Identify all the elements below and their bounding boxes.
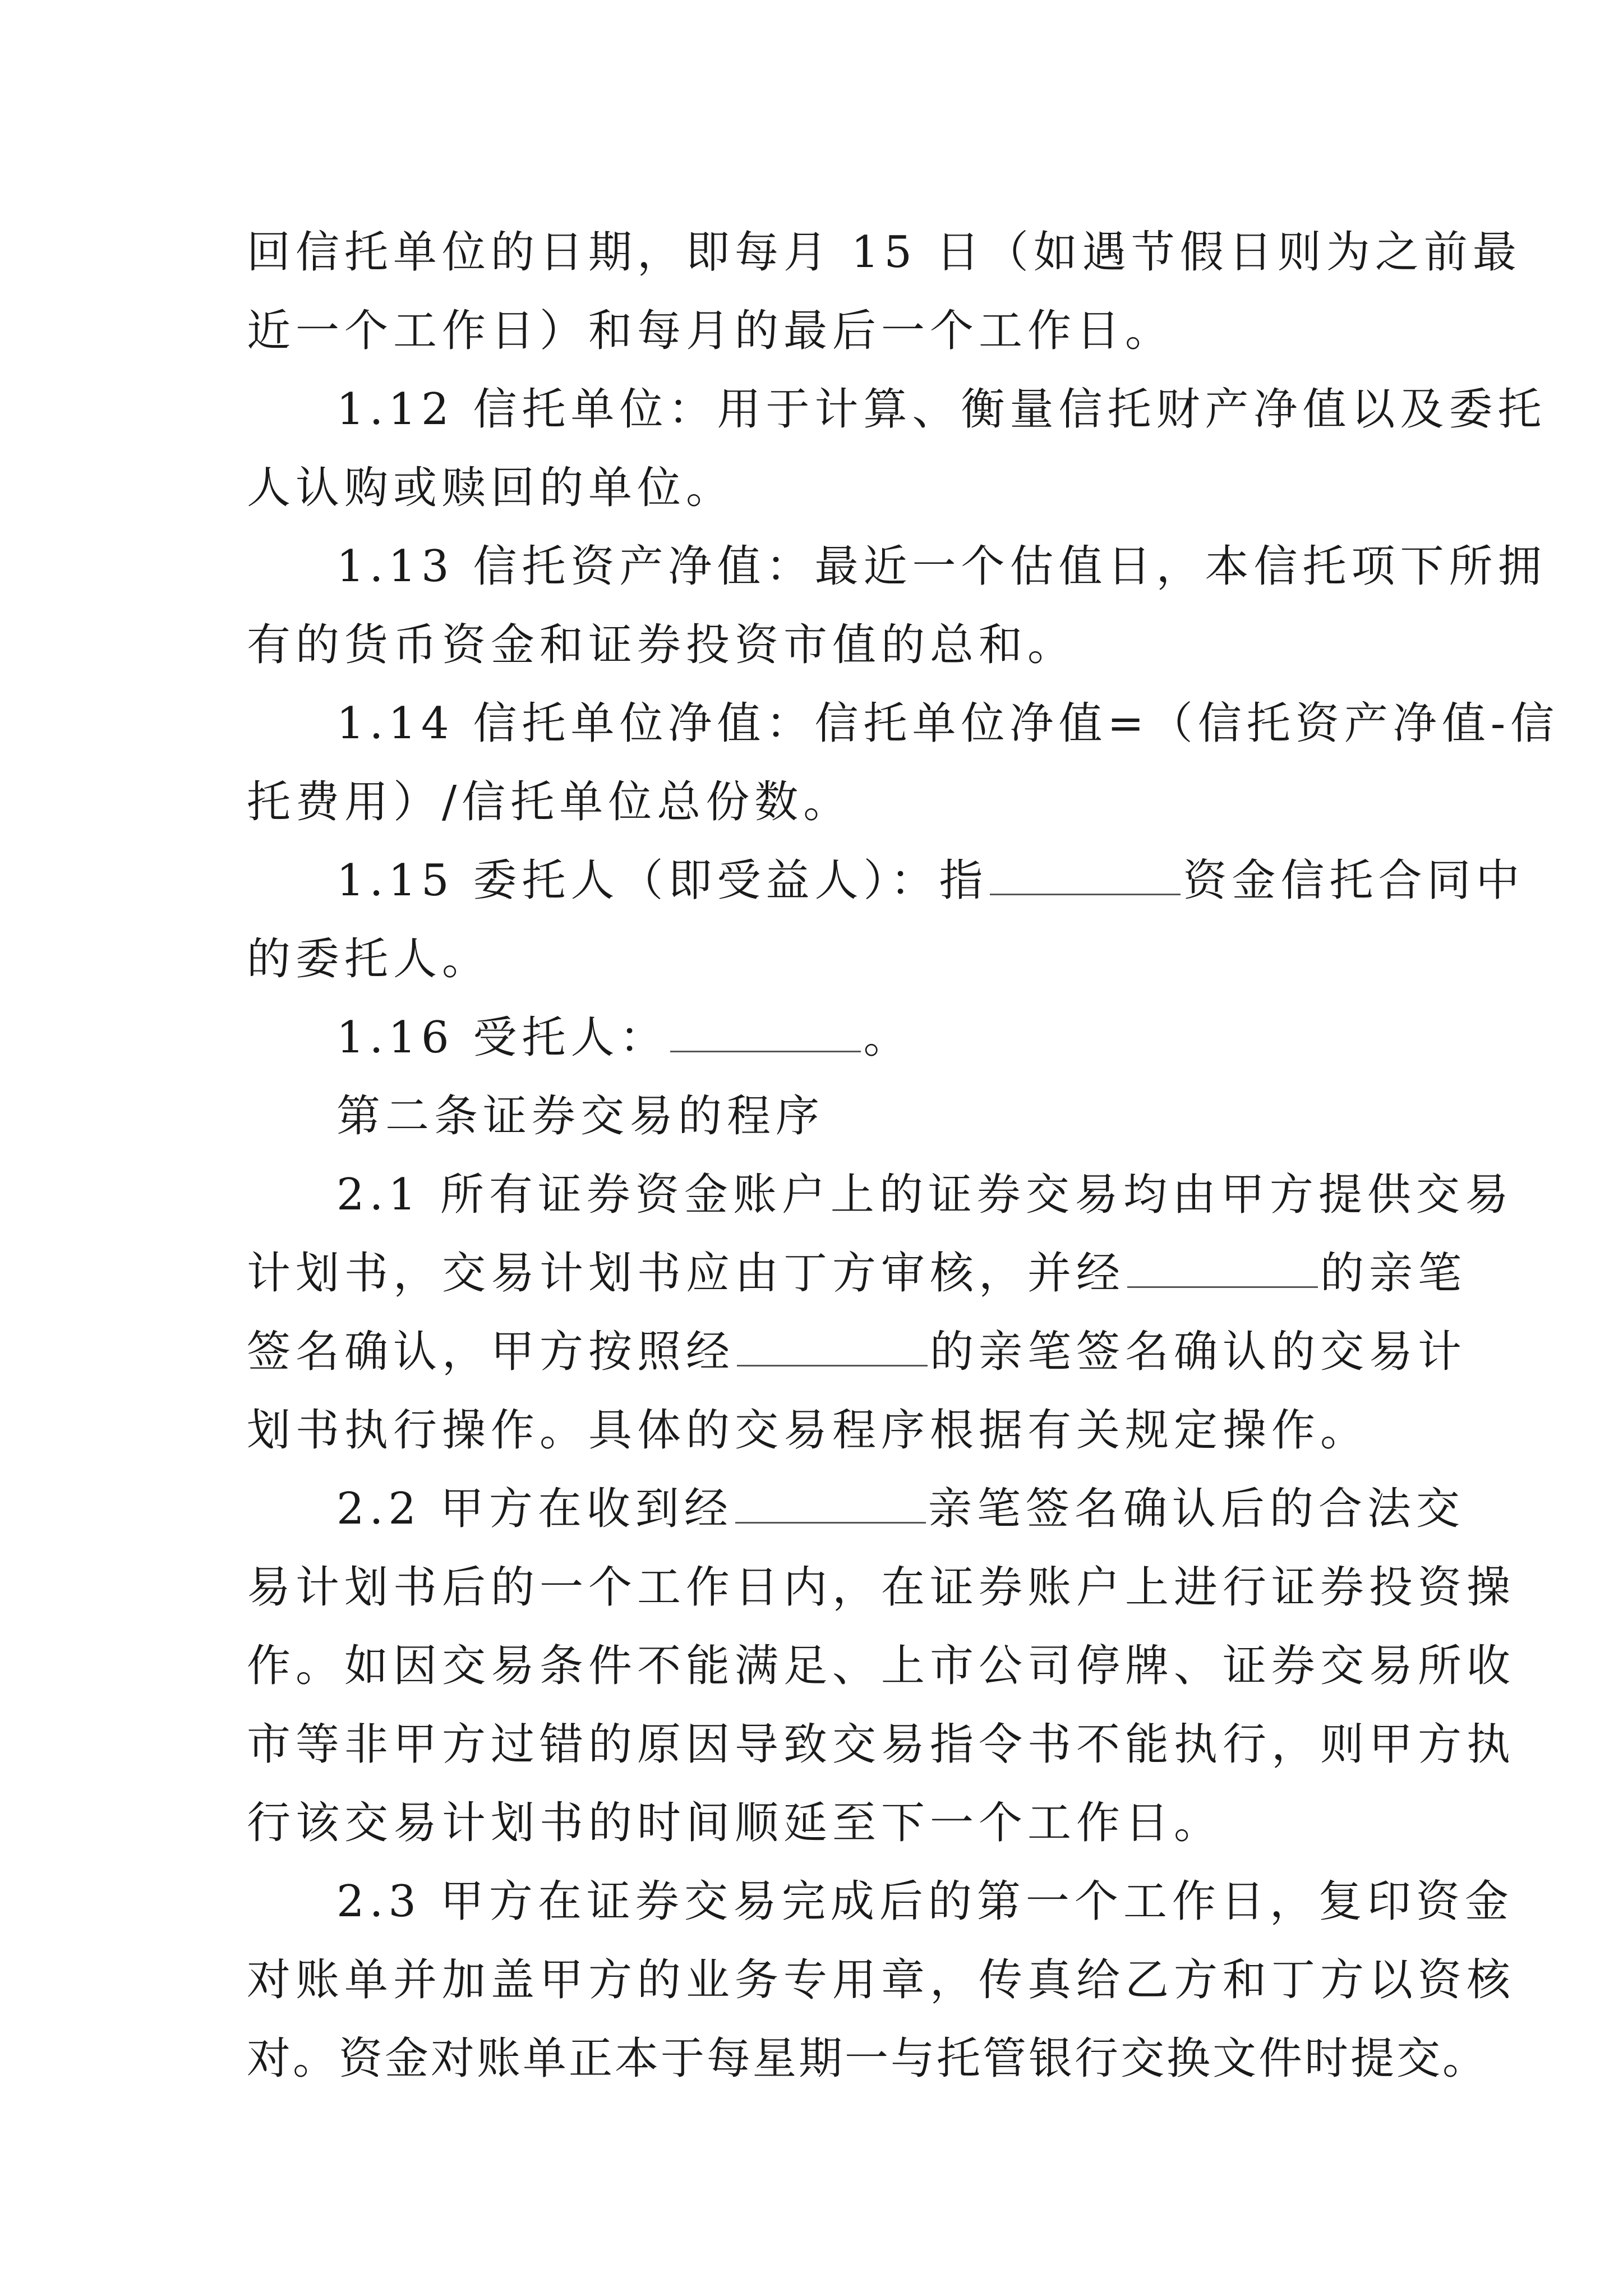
paragraph-line: 划书执行操作。具体的交易程序根据有关规定操作。 xyxy=(247,1405,1370,1456)
paragraph-line: 市等非甲方过错的原因导致交易指令书不能执行，则甲方执 xyxy=(247,1719,1516,1770)
clause-text: 的亲笔签名确认的交易计 xyxy=(930,1327,1467,1377)
clause-text: 2.2 甲方在收到经 xyxy=(336,1484,733,1534)
fill-in-blank xyxy=(990,854,1181,895)
paragraph-line xyxy=(247,1234,1467,1313)
fill-in-blank xyxy=(1127,1247,1318,1288)
paragraph-line: 易计划书后的一个工作日内，在证券账户上进行证券投资操 xyxy=(247,1562,1516,1613)
clause-text: 资金信托合同中 xyxy=(1183,855,1525,906)
paragraph-line: 行该交易计划书的时间顺延至下一个工作日。 xyxy=(247,1798,1223,1848)
paragraph-line xyxy=(247,1313,1467,1391)
paragraph-line: 作。如因交易条件不能满足、上市公司停牌、证券交易所收 xyxy=(247,1641,1516,1691)
section-heading: 第二条证券交易的程序 xyxy=(336,1091,825,1142)
clause-1-14-line: 1.14 信托单位净值：信托单位净值=（信托资产净值-信 xyxy=(336,698,1560,749)
clause-1-16-line xyxy=(336,999,912,1077)
clause-text: 签名确认，甲方按照经 xyxy=(247,1327,735,1377)
clause-text: 。 xyxy=(863,1013,912,1063)
clause-1-13-line: 1.13 信托资产净值：最近一个估值日，本信托项下所拥 xyxy=(336,541,1547,592)
paragraph-line: 人认购或赎回的单位。 xyxy=(247,463,735,513)
fill-in-blank xyxy=(737,1326,928,1366)
clause-text: 1.16 受托人： xyxy=(336,1013,668,1063)
fill-in-blank xyxy=(735,1483,926,1524)
fill-in-blank xyxy=(670,1011,861,1052)
clause-2-1-line: 2.1 所有证券资金账户上的证券交易均由甲方提供交易 xyxy=(336,1170,1514,1220)
paragraph-line: 有的货币资金和证券投资市值的总和。 xyxy=(247,620,1077,670)
paragraph-line: 近一个工作日）和每月的最后一个工作日。 xyxy=(247,306,1174,356)
clause-1-12-line: 1.12 信托单位：用于计算、衡量信托财产净值以及委托 xyxy=(336,384,1547,435)
paragraph-line: 对账单并加盖甲方的业务专用章，传真给乙方和丁方以资核 xyxy=(247,1955,1516,2005)
paragraph-line: 回信托单位的日期，即每月 15 日（如遇节假日则为之前最 xyxy=(247,227,1521,278)
clause-2-2-line xyxy=(336,1470,1465,1548)
clause-text: 计划书，交易计划书应由丁方审核，并经 xyxy=(247,1248,1126,1299)
clause-text: 1.15 委托人（即受益人）：指 xyxy=(336,855,988,906)
clause-text: 亲笔签名确认后的合法交 xyxy=(928,1484,1465,1534)
clause-2-3-line: 2.3 甲方在证券交易完成后的第一个工作日，复印资金 xyxy=(336,1876,1514,1927)
clause-text: 的亲笔 xyxy=(1320,1248,1467,1299)
paragraph-line: 的委托人。 xyxy=(247,934,491,984)
clause-1-15-line xyxy=(336,841,1524,920)
paragraph-line: 对。资金对账单正本于每星期一与托管银行交换文件时提交。 xyxy=(247,2033,1489,2084)
paragraph-line: 托费用）/信托单位总份数。 xyxy=(247,777,852,827)
